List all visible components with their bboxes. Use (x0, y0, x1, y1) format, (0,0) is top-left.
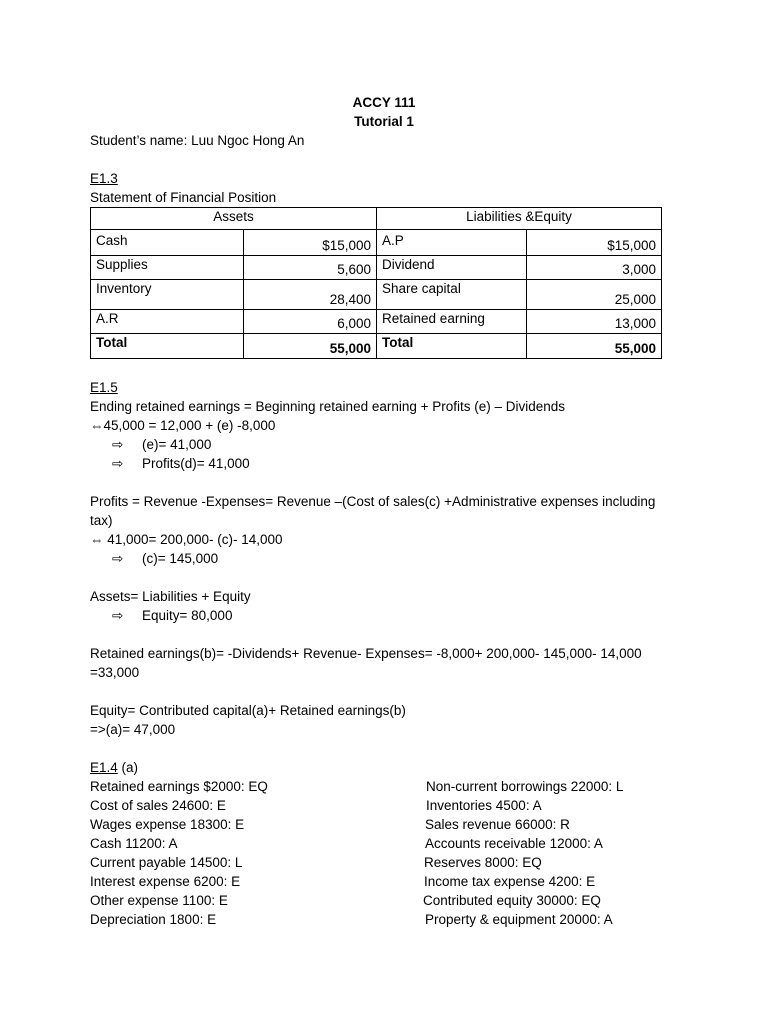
liabilities-equity-header: Liabilities &Equity (377, 208, 662, 230)
e13-heading: E1.3 (90, 171, 118, 186)
liability-value: $15,000 (527, 230, 662, 256)
e15-arrow-line (112, 435, 211, 454)
e15-arrow-line (112, 606, 232, 625)
asset-label: Supplies (91, 256, 244, 280)
asset-value: 28,400 (244, 280, 377, 310)
liability-label: Dividend (377, 256, 527, 280)
table-row (91, 230, 662, 256)
asset-value: 5,600 (244, 256, 377, 280)
table-row (91, 256, 662, 280)
e14-right-item: Non-current borrowings 22000: L (426, 779, 624, 794)
table-total-row (91, 334, 662, 359)
liability-value: 13,000 (527, 310, 662, 334)
e15-line: Ending retained earnings = Beginning retained earning + Profits (e) – Dividends (90, 399, 566, 414)
arrow-icon: ⇨ (112, 437, 124, 452)
arrow-icon: ⇨ (112, 551, 124, 566)
e15-line: ⇔ 41,000= 200,000- (c)- 14,000 (90, 532, 283, 547)
e15-line: ⇔45,000 = 12,000 + (e) -8,000 (90, 418, 276, 433)
e15-line: (e)= 41,000 (142, 437, 212, 452)
e15-line: Profits = Revenue -Expenses= Revenue –(Cost of sales(c) +Administrative expenses including (90, 494, 656, 509)
e14-heading: E1.4 (90, 760, 118, 775)
e15-line: Profits(d)= 41,000 (142, 456, 250, 471)
e14-left-item: Current payable 14500: L (90, 855, 243, 870)
liability-label: A.P (377, 230, 527, 256)
e14-left-item: Cost of sales 24600: E (90, 798, 226, 813)
course-title: ACCY 111 (352, 95, 416, 110)
liability-value: 3,000 (527, 256, 662, 280)
e13-title: Statement of Financial Position (90, 190, 277, 205)
liability-total-label: Total (377, 334, 527, 359)
e14-right-item: Property & equipment 20000: A (425, 912, 613, 927)
e14-right-item: Sales revenue 66000: R (425, 817, 570, 832)
e14-left-item: Retained earnings $2000: EQ (90, 779, 268, 794)
liability-total-value: 55,000 (527, 334, 662, 359)
e15-heading: E1.5 (90, 380, 118, 395)
e15-line: Assets= Liabilities + Equity (90, 589, 251, 604)
financial-position-table (90, 207, 662, 359)
e14-left-item: Depreciation 1800: E (90, 912, 217, 927)
e15-line: (c)= 145,000 (142, 551, 219, 566)
e15-arrow-line (112, 454, 250, 473)
assets-header: Assets (91, 208, 377, 230)
table-row (91, 310, 662, 334)
asset-value: $15,000 (244, 230, 377, 256)
table-header-row (91, 208, 662, 230)
e15-line: Retained earnings(b)= -Dividends+ Revenue- Expenses= -8,000+ 200,000- 145,000- 14,000 (90, 646, 642, 661)
tutorial-title: Tutorial 1 (354, 114, 414, 129)
e14-left-item: Interest expense 6200: E (90, 874, 241, 889)
liability-value: 25,000 (527, 280, 662, 310)
e15-arrow-line (112, 549, 218, 568)
e14-left-item: Other expense 1100: E (90, 893, 228, 908)
asset-total-label: Total (91, 334, 244, 359)
arrow-icon: ⇨ (112, 456, 124, 471)
liability-label: Retained earning (377, 310, 527, 334)
e14-left-item: Wages expense 18300: E (90, 817, 245, 832)
e15-line: =>(a)= 47,000 (90, 722, 176, 737)
arrow-icon: ⇨ (112, 608, 124, 623)
table-row (91, 280, 662, 310)
e14-right-item: Income tax expense 4200: E (424, 874, 596, 889)
asset-label: Cash (91, 230, 244, 256)
e14-right-item: Contributed equity 30000: EQ (423, 893, 601, 908)
liability-label: Share capital (377, 280, 527, 310)
asset-total-value: 55,000 (244, 334, 377, 359)
e14-left-item: Cash 11200: A (90, 836, 178, 851)
asset-value: 6,000 (244, 310, 377, 334)
e15-line: tax) (90, 513, 113, 528)
e14-heading-line (90, 758, 138, 777)
asset-label: Inventory (91, 280, 244, 310)
e15-line: Equity= Contributed capital(a)+ Retained earnings(b) (90, 703, 406, 718)
asset-label: A.R (91, 310, 244, 334)
student-name: Student’s name: Luu Ngoc Hong An (90, 133, 305, 148)
e14-right-item: Inventories 4500: A (426, 798, 542, 813)
e15-line: Equity= 80,000 (142, 608, 233, 623)
e14-part: (a) (117, 760, 139, 775)
e14-right-item: Accounts receivable 12000: A (425, 836, 603, 851)
e14-right-item: Reserves 8000: EQ (424, 855, 542, 870)
e15-line: =33,000 (90, 665, 140, 680)
